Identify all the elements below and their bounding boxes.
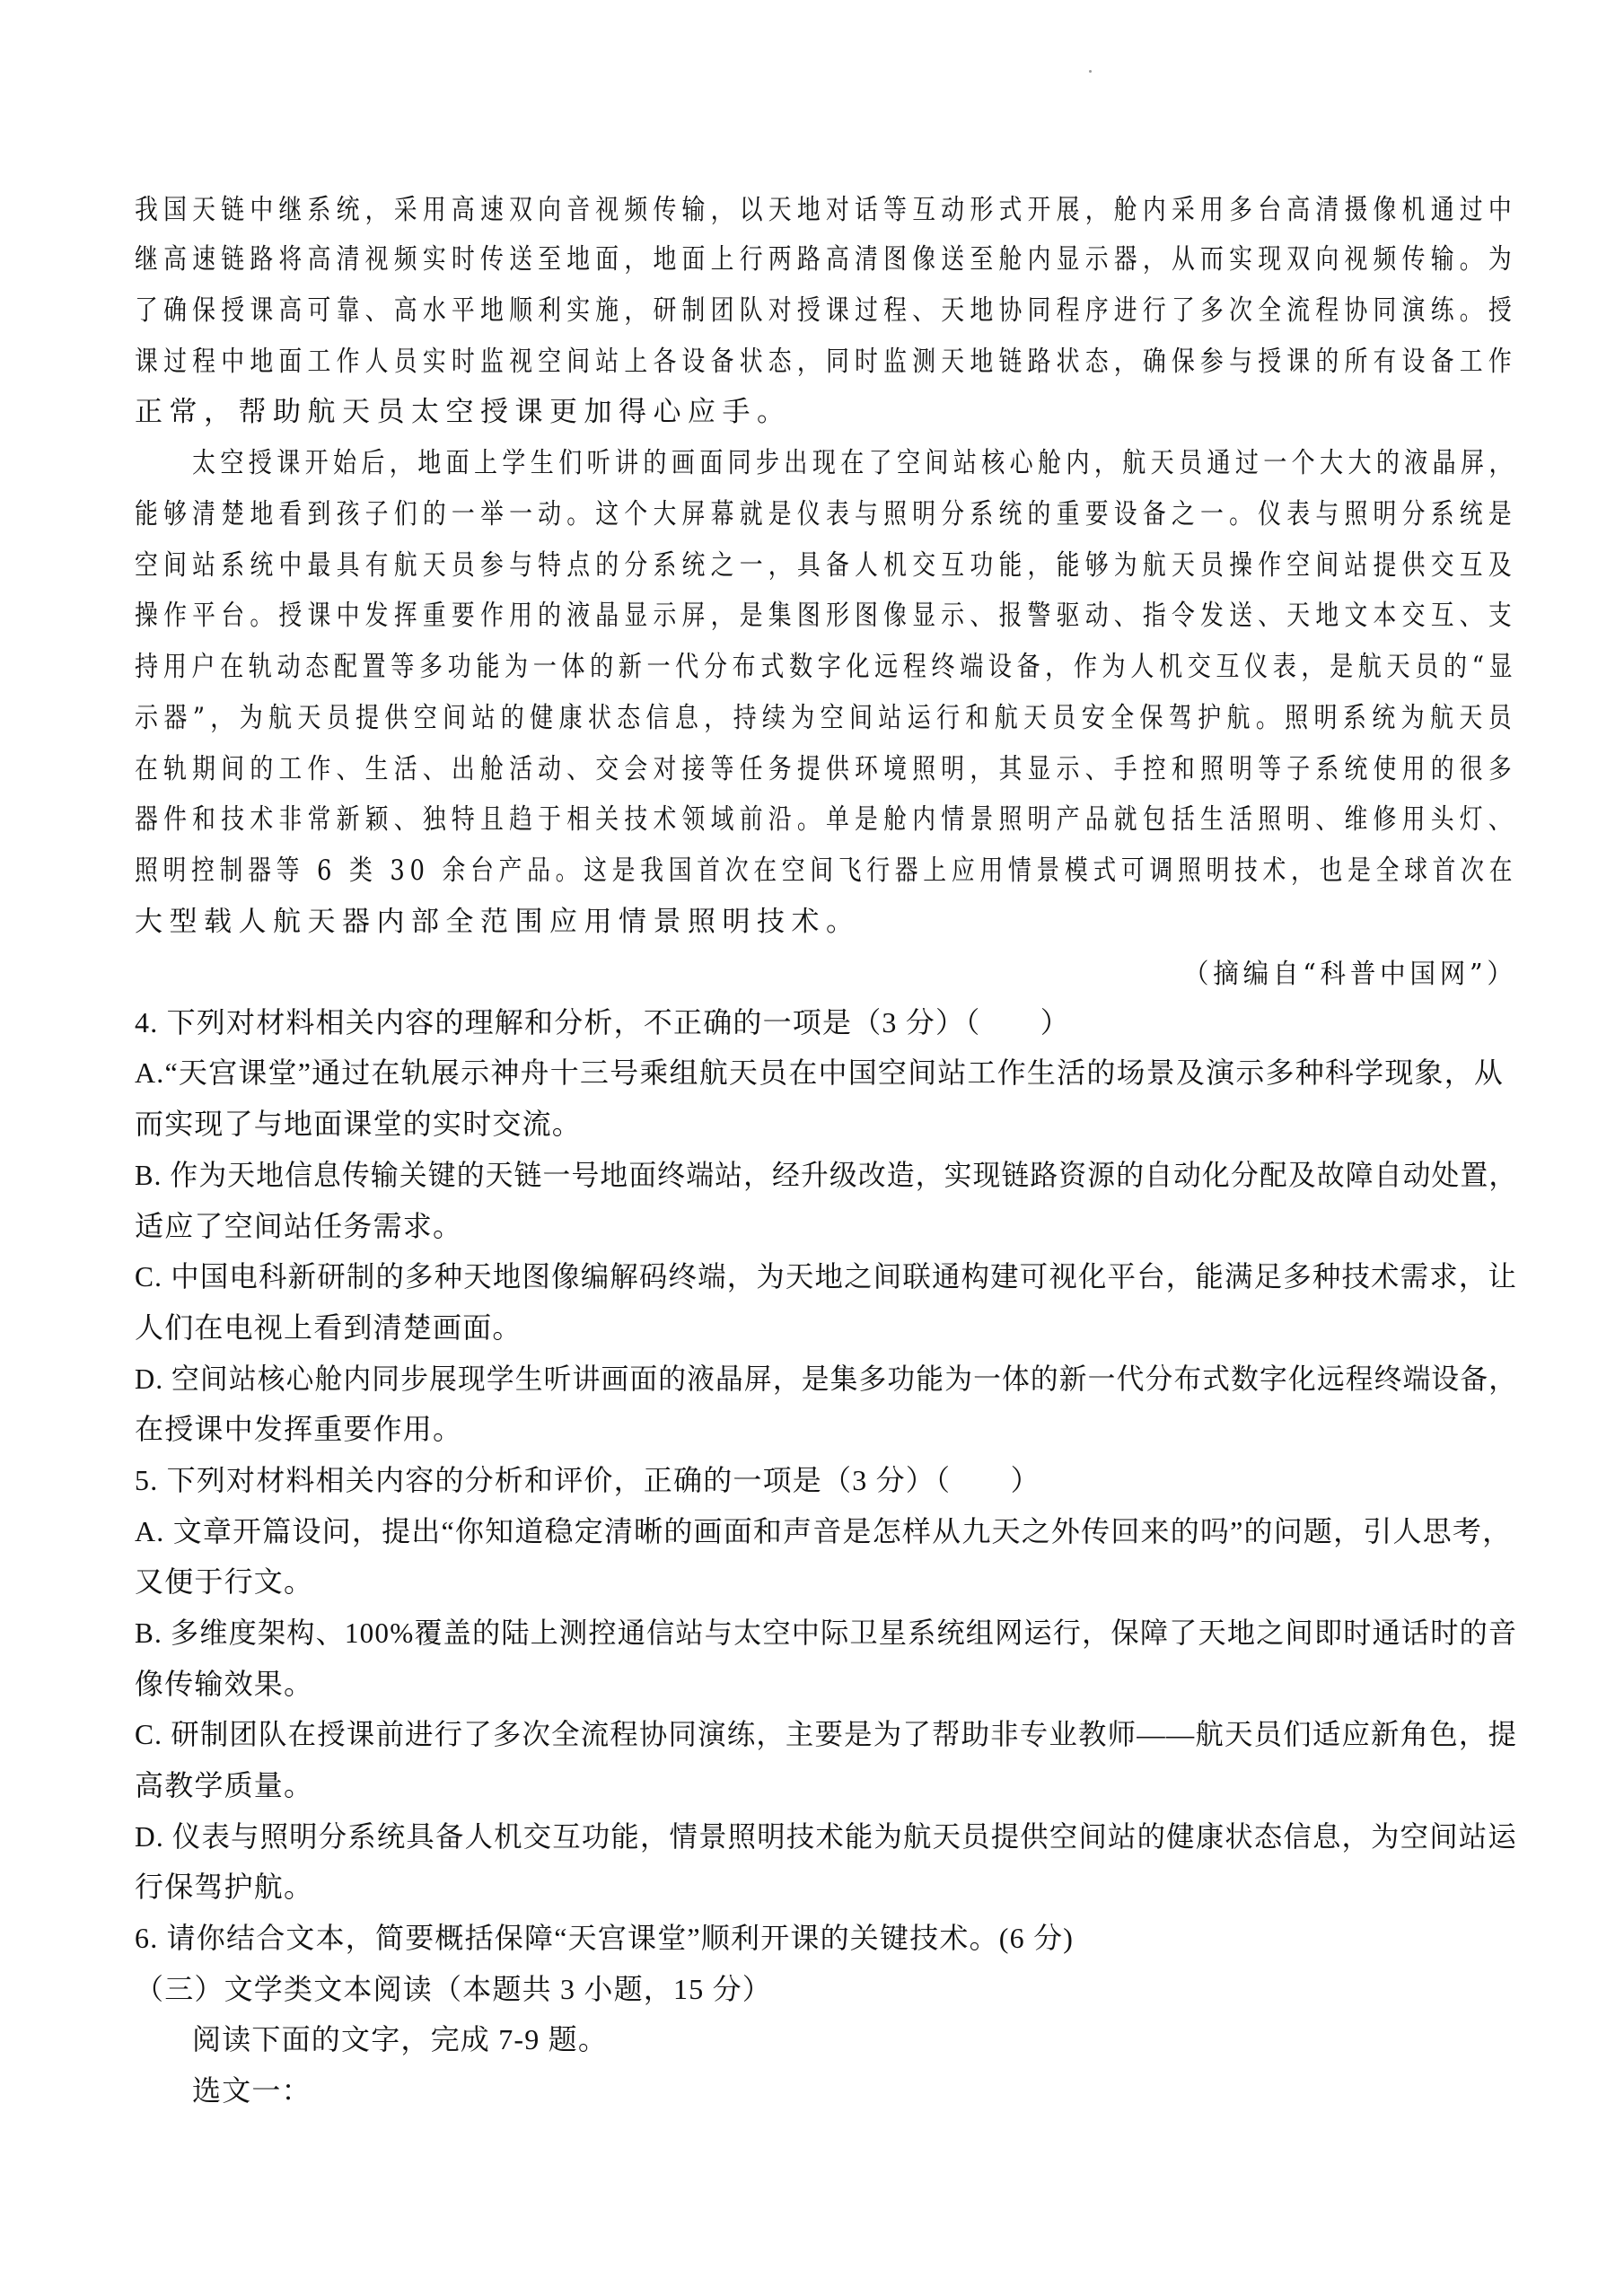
passage-line: 太空授课开始后，地面上学生们听讲的画面同步出现在了空间站核心舱内，航天员通过一个大大的液晶屏， (192, 447, 1517, 479)
option-c: C. 中国电科新研制的多种天地图像编解码终端，为天地之间联通构建可视化平台，能满足多种技术需求，让 (135, 1260, 1518, 1293)
question-stem: 4. 下列对材料相关内容的理解和分析，不正确的一项是（3 分）（ ） (135, 1006, 1071, 1038)
question-stem: 5. 下列对材料相关内容的分析和评价，正确的一项是（3 分）（ ） (135, 1464, 1040, 1496)
passage-line: 照明控制器等 6 类 30 余台产品。这是我国首次在空间飞行器上应用情景模式可调照明技术，也是全球首次在 (135, 854, 1518, 887)
option-b: B. 多维度架构、100%覆盖的陆上测控通信站与太空中际卫星系统组网运行，保障了天地之间即时通话时的音 (135, 1617, 1518, 1649)
option-d: D. 空间站核心舱内同步展现学生听讲画面的液晶屏，是集多功能为一体的新一代分布式数字化远程终端设备， (135, 1363, 1518, 1395)
passage-line: 我国天链中继系统，采用高速双向音视频传输，以天地对话等互动形式开展，舱内采用多台高清摄像机通过中 (135, 194, 1517, 226)
source-citation: （摘编自“科普中国网”） (1183, 959, 1517, 990)
passage-line: 继高速链路将高清视频实时传送至地面，地面上行两路高清图像送至舱内显示器，从而实现双向视频传输。为 (135, 243, 1517, 276)
option-d: D. 仪表与照明分系统具备人机交互功能，情景照明技术能为航天员提供空间站的健康状态信息，为空间站运 (135, 1820, 1517, 1853)
option-c: C. 研制团队在授课前进行了多次全流程协同演练，主要是为了帮助非专业教师——航天员们适应新角色，提 (135, 1718, 1518, 1750)
question-6: 6. 请你结合文本，简要概括保障“天宫课堂”顺利开课的关键技术。(6 分) (135, 1922, 1075, 1954)
option-b: B. 作为天地信息传输关键的天链一号地面终端站，经升级改造，实现链路资源的自动化分配及故障自动处置， (135, 1159, 1518, 1191)
option-a-cont: 又便于行文。 (135, 1565, 314, 1598)
passage-line: 操作平台。授课中发挥重要作用的液晶显示屏，是集图形图像显示、报警驱动、指令发送、天地文本交互、支 (135, 600, 1517, 632)
passage-line: 空间站系统中最具有航天员参与特点的分系统之一，具备人机交互功能，能够为航天员操作空间站提供交互及 (135, 549, 1517, 582)
passage-line: 持用户在轨动态配置等多功能为一体的新一代分布式数字化远程终端设备，作为人机交互仪表，是航天员的“显 (135, 651, 1518, 683)
passage-line: 在轨期间的工作、生活、出舱活动、交会对接等任务提供环境照明，其显示、手控和照明等子系统使用的很多 (135, 753, 1517, 785)
selection-label: 选文一： (192, 2074, 312, 2107)
option-a: A. 文章开篇设问，提出“你知道稳定清晰的画面和声音是怎样从九天之外传回来的吗”的问题，引人思考， (135, 1515, 1513, 1547)
scan-dot (1089, 70, 1092, 73)
passage-line: 示器”，为航天员提供空间站的健康状态信息，持续为空间站运行和航天员安全保驾护航。照明系统为航天员 (135, 702, 1517, 734)
passage-line: 器件和技术非常新颖、独特且趋于相关技术领域前沿。单是舱内情景照明产品就包括生活照明、维修用头灯、 (135, 803, 1517, 836)
passage-line: 大型载人航天器内部全范围应用情景照明技术。 (135, 906, 861, 938)
option-a: A.“天宫课堂”通过在轨展示神舟十三号乘组航天员在中国空间站工作生活的场景及演示多种科学现象，从 (135, 1056, 1505, 1089)
passage-line: 能够清楚地看到孩子们的一举一动。这个大屏幕就是仪表与照明分系统的重要设备之一。仪表与照明分系统是 (135, 498, 1517, 530)
passage-line: 了确保授课高可靠、高水平地顺利实施，研制团队对授课过程、天地协同程序进行了多次全流程协同演练。授 (135, 294, 1517, 327)
option-c-cont: 高教学质量。 (135, 1769, 314, 1801)
passage-line: 正常，帮助航天员太空授课更加得心应手。 (135, 396, 792, 428)
section-heading: （三）文学类文本阅读（本题共 3 小题，15 分） (135, 1973, 773, 2005)
option-c-cont: 人们在电视上看到清楚画面。 (135, 1311, 522, 1344)
option-b-cont: 适应了空间站任务需求。 (135, 1210, 463, 1242)
section-instruction: 阅读下面的文字，完成 7-9 题。 (192, 2023, 609, 2055)
option-d-cont: 在授课中发挥重要作用。 (135, 1413, 463, 1445)
option-a-cont: 而实现了与地面课堂的实时交流。 (135, 1108, 583, 1140)
option-d-cont: 行保驾护航。 (135, 1871, 314, 1903)
passage-line: 课过程中地面工作人员实时监视空间站上各设备状态，同时监测天地链路状态，确保参与授课的所有设备工作 (135, 346, 1517, 378)
option-b-cont: 像传输效果。 (135, 1668, 314, 1700)
